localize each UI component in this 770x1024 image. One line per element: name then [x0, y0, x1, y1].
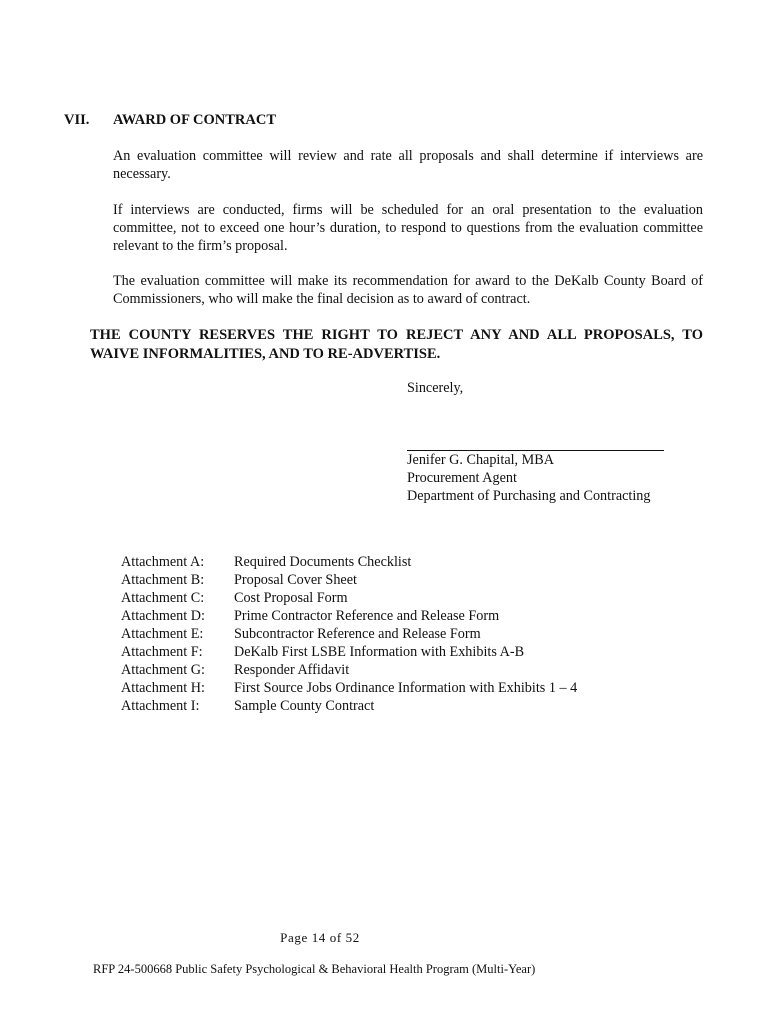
attachment-value: DeKalb First LSBE Information with Exhibits A-B: [234, 644, 525, 660]
attachment-value: Proposal Cover Sheet: [234, 572, 357, 588]
signature-block: [407, 451, 651, 505]
attachment-value: First Source Jobs Ordinance Information with Exhibits 1 – 4: [234, 680, 578, 696]
attachment-value: Cost Proposal Form: [234, 590, 348, 606]
attachment-key: Attachment A:: [121, 554, 205, 570]
closing-salutation: Sincerely,: [407, 380, 464, 396]
attachment-key: Attachment E:: [121, 626, 204, 642]
attachment-value: Subcontractor Reference and Release Form: [234, 626, 481, 642]
attachment-key: Attachment F:: [121, 644, 203, 660]
attachment-item: [121, 625, 577, 643]
attachment-key: Attachment I:: [121, 698, 200, 714]
attachment-item: [121, 553, 577, 571]
attachment-list: [121, 553, 577, 715]
attachment-value: Sample County Contract: [234, 698, 375, 714]
attachment-key: Attachment C:: [121, 590, 205, 606]
attachment-item: [121, 571, 577, 589]
attachment-item: [121, 589, 577, 607]
paragraph-recommendation: The evaluation committee will make its recommendation for award to the DeKalb County Board of Commissioners, who will make the final decision as to award of contract.: [113, 273, 703, 307]
signer-title: Procurement Agent: [407, 470, 517, 486]
attachment-item: [121, 643, 577, 661]
attachment-value: Required Documents Checklist: [234, 554, 412, 570]
paragraph-evaluation: An evaluation committee will review and rate all proposals and shall determine if interviews are necessary.: [113, 148, 703, 182]
attachment-key: Attachment D:: [121, 608, 205, 624]
section-number: VII.: [64, 112, 90, 128]
page-number: Page 14 of 52: [280, 930, 360, 945]
signer-name: Jenifer G. Chapital, MBA: [407, 452, 554, 468]
attachment-item: [121, 697, 577, 715]
signer-department: Department of Purchasing and Contracting: [407, 488, 651, 504]
attachment-key: Attachment G:: [121, 662, 205, 678]
paragraph-interviews: If interviews are conducted, firms will be scheduled for an oral presentation to the evaluation committee, not to exceed one hour’s duration, to respond to questions from the evaluation committee relevant to the firm’s proposal.: [113, 202, 703, 254]
document-footer: RFP 24-500668 Public Safety Psychological & Behavioral Health Program (Multi-Year): [93, 962, 536, 976]
attachment-value: Responder Affidavit: [234, 662, 350, 678]
rights-notice: THE COUNTY RESERVES THE RIGHT TO REJECT ANY AND ALL PROPOSALS, TO WAIVE INFORMALITIES, AND TO RE-ADVERTISE.: [90, 327, 703, 362]
attachment-item: [121, 661, 577, 679]
attachment-key: Attachment B:: [121, 572, 205, 588]
attachment-item: [121, 607, 577, 625]
section-title: AWARD OF CONTRACT: [113, 112, 276, 128]
attachment-value: Prime Contractor Reference and Release Form: [234, 608, 500, 624]
attachment-item: [121, 679, 577, 697]
attachment-key: Attachment H:: [121, 680, 205, 696]
